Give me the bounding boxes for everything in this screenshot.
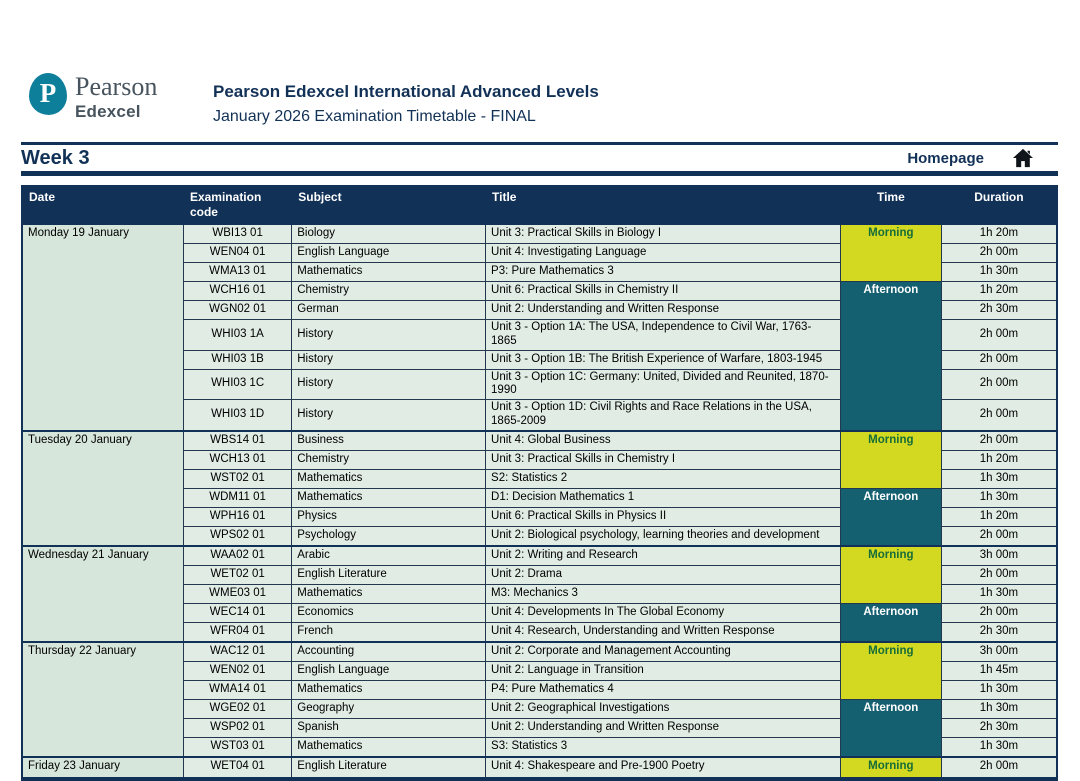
homepage-link[interactable] [907, 148, 1058, 168]
subject-cell: Mathematics [292, 488, 486, 507]
exam-code-cell: WMA14 01 [183, 680, 291, 699]
column-header-title: Title [486, 186, 841, 224]
time-cell-morning: Morning [840, 431, 941, 489]
logo-edexcel-text: Edexcel [75, 102, 141, 122]
time-cell-morning: Morning [840, 546, 941, 604]
exam-code-cell: WST02 01 [183, 469, 291, 488]
exam-title-cell: Unit 3 - Option 1C: Germany: United, Divided and Reunited, 1870-1990 [486, 369, 841, 400]
exam-code-cell: WHI03 1C [183, 369, 291, 400]
subject-cell: Accounting [292, 642, 486, 662]
homepage-label[interactable]: Homepage [907, 149, 984, 167]
exam-code-cell: WHI03 1D [183, 400, 291, 431]
exam-title-cell: Unit 6: Practical Skills in Physics II [486, 507, 841, 526]
pearson-logo-icon [29, 73, 67, 115]
time-cell-morning: Morning [840, 224, 941, 282]
date-cell: Friday 23 January [22, 757, 183, 779]
subject-cell: Mathematics [292, 469, 486, 488]
date-cell: Thursday 22 January [22, 642, 183, 757]
duration-cell: 1h 30m [941, 584, 1057, 603]
exam-code-cell: WSP02 01 [183, 718, 291, 737]
duration-cell: 2h 00m [941, 243, 1057, 262]
duration-cell: 1h 20m [941, 450, 1057, 469]
exam-title-cell: Unit 2: Understanding and Written Response [486, 718, 841, 737]
exam-title-cell: P3: Pure Mathematics 3 [486, 262, 841, 281]
duration-cell: 2h 00m [941, 526, 1057, 546]
time-cell-afternoon: Afternoon [840, 488, 941, 546]
page-subtitle: January 2026 Examination Timetable - FINAL [213, 107, 536, 125]
column-header-duration: Duration [941, 186, 1057, 224]
page-title: Pearson Edexcel International Advanced Levels [213, 82, 599, 101]
brand-header [29, 73, 1058, 126]
duration-cell: 1h 45m [941, 661, 1057, 680]
week-heading: Week 3 [21, 146, 90, 169]
duration-cell: 1h 30m [941, 680, 1057, 699]
exam-title-cell: Unit 3 - Option 1B: The British Experience of Warfare, 1803-1945 [486, 350, 841, 369]
duration-cell: 2h 00m [941, 603, 1057, 622]
subject-cell: Economics [292, 603, 486, 622]
duration-cell: 1h 20m [941, 507, 1057, 526]
exam-title-cell: Unit 4: Global Business [486, 431, 841, 451]
exam-code-cell: WEN02 01 [183, 661, 291, 680]
exam-title-cell: Unit 2: Understanding and Written Response [486, 300, 841, 319]
exam-title-cell: P4: Pure Mathematics 4 [486, 680, 841, 699]
duration-cell: 2h 30m [941, 718, 1057, 737]
exam-code-cell: WCH16 01 [183, 281, 291, 300]
subject-cell: German [292, 300, 486, 319]
logo-pearson-text: Pearson [75, 72, 158, 101]
exam-title-cell: Unit 3: Practical Skills in Biology I [486, 224, 841, 244]
date-cell: Tuesday 20 January [22, 431, 183, 546]
exam-code-cell: WEC14 01 [183, 603, 291, 622]
duration-cell: 3h 00m [941, 642, 1057, 662]
exam-title-cell: Unit 4: Developments In The Global Economy [486, 603, 841, 622]
exam-title-cell: Unit 3: Practical Skills in Chemistry I [486, 450, 841, 469]
subject-cell: Business [292, 431, 486, 451]
exam-code-cell: WBI13 01 [183, 224, 291, 244]
duration-cell: 1h 30m [941, 469, 1057, 488]
subject-cell: Chemistry [292, 281, 486, 300]
duration-cell: 2h 00m [941, 400, 1057, 431]
subject-cell: English Literature [292, 565, 486, 584]
logo-wordmark [75, 73, 157, 122]
duration-cell: 1h 20m [941, 281, 1057, 300]
exam-title-cell: Unit 3 - Option 1A: The USA, Independence to Civil War, 1763-1865 [486, 319, 841, 350]
subject-cell: Mathematics [292, 262, 486, 281]
exam-code-cell: WPH16 01 [183, 507, 291, 526]
subject-cell: History [292, 369, 486, 400]
timetable-row [22, 431, 1057, 451]
subject-cell: Psychology [292, 526, 486, 546]
header-row [22, 186, 1057, 224]
column-header-subject: Subject [292, 186, 486, 224]
exam-code-cell: WME03 01 [183, 584, 291, 603]
duration-cell: 2h 30m [941, 622, 1057, 642]
exam-title-cell: Unit 6: Practical Skills in Chemistry II [486, 281, 841, 300]
document-titles [213, 81, 599, 126]
column-header-exam-code: Examination code [183, 186, 291, 224]
exam-code-cell: WFR04 01 [183, 622, 291, 642]
exam-title-cell: M3: Mechanics 3 [486, 584, 841, 603]
date-cell: Monday 19 January [22, 224, 183, 431]
exam-code-cell: WGN02 01 [183, 300, 291, 319]
exam-code-cell: WST03 01 [183, 737, 291, 757]
exam-code-cell: WPS02 01 [183, 526, 291, 546]
exam-title-cell: Unit 2: Writing and Research [486, 546, 841, 566]
exam-title-cell: Unit 2: Drama [486, 565, 841, 584]
exam-title-cell: S2: Statistics 2 [486, 469, 841, 488]
exam-timetable [21, 185, 1058, 781]
subject-cell: Mathematics [292, 584, 486, 603]
subject-cell: English Language [292, 661, 486, 680]
subject-cell: Arabic [292, 546, 486, 566]
duration-cell: 2h 00m [941, 369, 1057, 400]
time-cell-morning: Morning [840, 757, 941, 779]
subject-cell: French [292, 622, 486, 642]
exam-code-cell: WCH13 01 [183, 450, 291, 469]
duration-cell: 1h 30m [941, 262, 1057, 281]
exam-title-cell: Unit 4: Investigating Language [486, 243, 841, 262]
duration-cell: 2h 00m [941, 319, 1057, 350]
subject-cell: Physics [292, 507, 486, 526]
duration-cell: 1h 30m [941, 699, 1057, 718]
time-cell-morning: Morning [840, 642, 941, 700]
exam-title-cell: Unit 4: Research, Understanding and Written Response [486, 622, 841, 642]
exam-title-cell: Unit 2: Geographical Investigations [486, 699, 841, 718]
subject-cell: History [292, 400, 486, 431]
duration-cell: 3h 00m [941, 546, 1057, 566]
exam-code-cell: WGE02 01 [183, 699, 291, 718]
subject-cell: English Literature [292, 757, 486, 779]
duration-cell: 2h 30m [941, 300, 1057, 319]
exam-code-cell: WAC12 01 [183, 642, 291, 662]
subject-cell: Biology [292, 224, 486, 244]
exam-title-cell: Unit 2: Biological psychology, learning theories and development [486, 526, 841, 546]
exam-code-cell: WBS14 01 [183, 431, 291, 451]
subject-cell: Geography [292, 699, 486, 718]
time-cell-afternoon: Afternoon [840, 281, 941, 430]
pearson-logo-letter: P [39, 77, 57, 108]
time-cell-afternoon: Afternoon [840, 699, 941, 757]
home-icon[interactable] [1012, 148, 1034, 168]
duration-cell: 2h 00m [941, 757, 1057, 779]
duration-cell: 1h 20m [941, 224, 1057, 244]
subject-cell: English Language [292, 243, 486, 262]
exam-code-cell: WEN04 01 [183, 243, 291, 262]
exam-title-cell: D1: Decision Mathematics 1 [486, 488, 841, 507]
subject-cell: Spanish [292, 718, 486, 737]
exam-code-cell: WMA13 01 [183, 262, 291, 281]
duration-cell: 2h 00m [941, 350, 1057, 369]
timetable-row [22, 546, 1057, 566]
date-cell: Wednesday 21 January [22, 546, 183, 642]
timetable-row [22, 642, 1057, 662]
exam-code-cell: WET04 01 [183, 757, 291, 779]
timetable-row [22, 224, 1057, 244]
exam-title-cell: Unit 3 - Option 1D: Civil Rights and Race Relations in the USA, 1865-2009 [486, 400, 841, 431]
column-header-time: Time [840, 186, 941, 224]
subject-cell: History [292, 319, 486, 350]
exam-title-cell: Unit 4: Shakespeare and Pre-1900 Poetry [486, 757, 841, 779]
pearson-edexcel-logo [29, 73, 185, 122]
subject-cell: Mathematics [292, 737, 486, 757]
subject-cell: Mathematics [292, 680, 486, 699]
exam-title-cell: Unit 2: Language in Transition [486, 661, 841, 680]
exam-code-cell: WET02 01 [183, 565, 291, 584]
duration-cell: 1h 30m [941, 488, 1057, 507]
time-cell-afternoon: Afternoon [840, 603, 941, 642]
subject-cell: History [292, 350, 486, 369]
exam-title-cell: Unit 2: Corporate and Management Accounting [486, 642, 841, 662]
column-header-date: Date [22, 186, 183, 224]
exam-title-cell: S3: Statistics 3 [486, 737, 841, 757]
exam-code-cell: WAA02 01 [183, 546, 291, 566]
exam-code-cell: WHI03 1B [183, 350, 291, 369]
exam-code-cell: WHI03 1A [183, 319, 291, 350]
week-heading-bar [21, 145, 1058, 171]
exam-code-cell: WDM11 01 [183, 488, 291, 507]
duration-cell: 2h 00m [941, 565, 1057, 584]
timetable-row [22, 757, 1057, 779]
duration-cell: 1h 30m [941, 737, 1057, 757]
subject-cell: Chemistry [292, 450, 486, 469]
duration-cell: 2h 00m [941, 431, 1057, 451]
divider-line-bottom [21, 171, 1058, 176]
